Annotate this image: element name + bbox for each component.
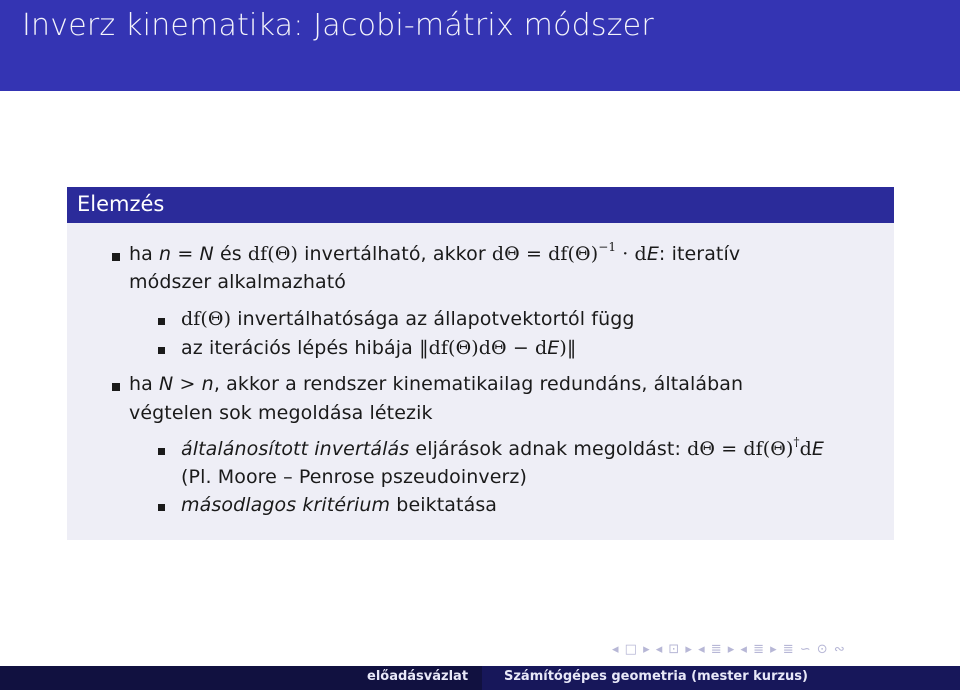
math-norm: ‖df(Θ)dΘ − d [419, 337, 548, 359]
text: eljárások adnak megoldást: [409, 438, 688, 460]
sub-bullet-marker [158, 318, 165, 325]
slide-title: Inverz kinematika: Jacobi-mátrix módszer [22, 8, 654, 43]
math-eq: = [171, 243, 200, 265]
math-E: E [547, 337, 560, 359]
text: ha [129, 373, 160, 395]
text: ha [129, 243, 160, 265]
math-N: N [199, 243, 214, 265]
math-n: n [159, 243, 172, 265]
emphasis: másodlagos kritérium [181, 494, 391, 516]
text: invertálhatósága az állapotvektortól függ [231, 308, 635, 330]
math-dagger: † [793, 435, 800, 449]
footer-bar [0, 666, 960, 690]
sub-bullet-marker [158, 504, 165, 511]
math-N: N [159, 373, 174, 395]
footer-left-panel [0, 666, 482, 690]
bullet-2-line-1 [129, 373, 743, 395]
text: az iterációs lépés hibája [181, 337, 420, 359]
bullet-marker [112, 253, 120, 261]
math-E: E [646, 243, 659, 265]
block-title: Elemzés [77, 192, 165, 216]
footer-right-text: Számítógépes geometria (mester kurzus) [504, 669, 808, 684]
math-gt: > [173, 373, 202, 395]
text: : iteratív [658, 243, 741, 265]
beamer-navigation[interactable]: ◂ □ ▸ ◂ ⊡ ▸ ◂ ≣ ▸ ◂ ≣ ▸ ≣ ∽ ⊙ ∾ [612, 642, 846, 657]
bullet-1a [181, 308, 635, 330]
bullet-1b [181, 337, 577, 359]
block-header [67, 187, 894, 223]
math-dfTheta: df(Θ) [247, 243, 299, 265]
text: beiktatása [390, 494, 498, 516]
bullet-1-line-1 [129, 240, 741, 265]
bullet-2-line-2: végtelen sok megoldása létezik [129, 402, 433, 424]
bullet-2a-line-1 [181, 435, 824, 460]
math-dot: · d [616, 243, 647, 265]
bullet-1-line-2: módszer alkalmazható [129, 271, 347, 293]
text: , akkor a rendszer kinematikailag redundáns, általában [213, 373, 744, 395]
bullet-2a-line-2: (Pl. Moore – Penrose pszeudoinverz) [181, 466, 527, 488]
sub-bullet-marker [158, 448, 165, 455]
math-formula: dΘ = df(Θ) [687, 438, 794, 460]
math-norm-close: )‖ [559, 337, 577, 359]
footer-left-text: előadásvázlat [367, 669, 469, 684]
math-n: n [201, 373, 214, 395]
math-superscript: −1 [598, 240, 617, 254]
math-formula: dΘ = df(Θ) [491, 243, 599, 265]
bullet-2b [181, 494, 497, 516]
text: és [213, 243, 248, 265]
text: invertálható, akkor [298, 243, 492, 265]
math-dfTheta: df(Θ) [181, 308, 232, 330]
math-d: d [799, 438, 812, 460]
title-bar [0, 0, 960, 91]
sub-bullet-marker [158, 347, 165, 354]
math-E: E [811, 438, 824, 460]
bullet-marker [112, 383, 120, 391]
emphasis: általánosított invertálás [181, 438, 410, 460]
